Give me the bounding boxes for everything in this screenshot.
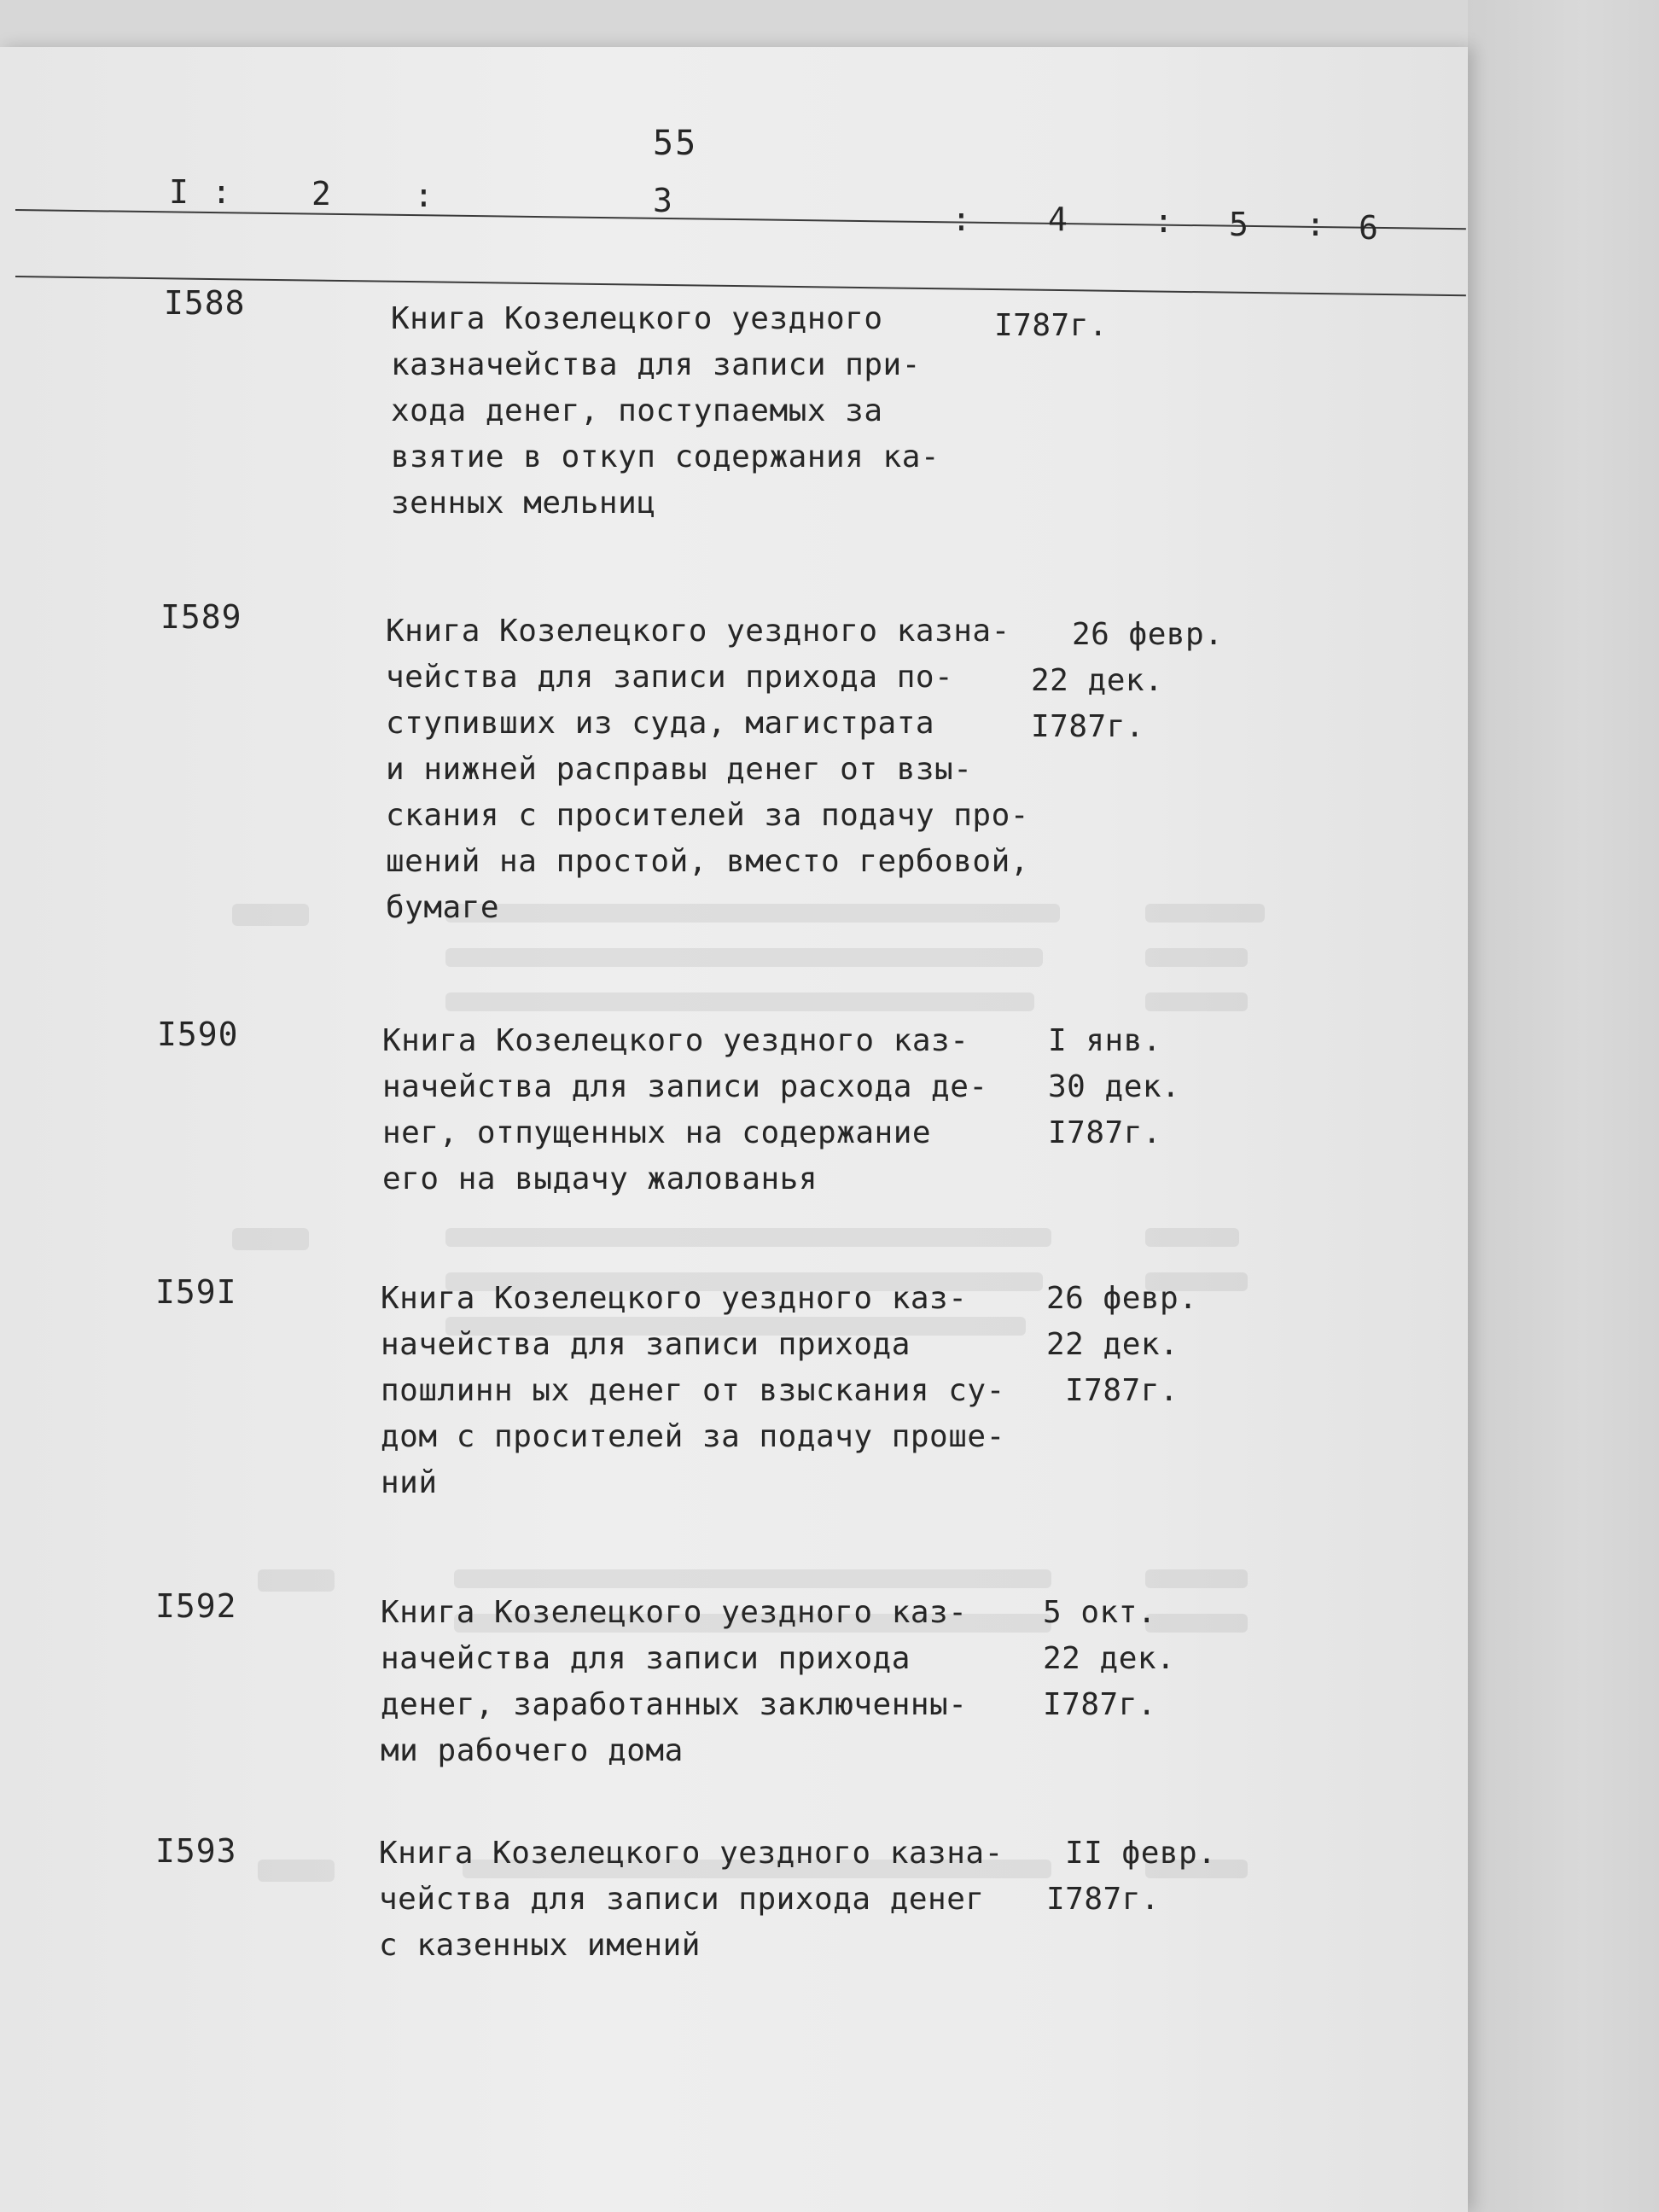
- entry-description: Книга Козелецкого уездного казначейства для записи при- хода денег, поступаемых за взятие в откуп содержания ка- зенных мельниц: [391, 301, 940, 521]
- entry-number: I588: [164, 284, 246, 322]
- entry-date-line: I янв.: [1048, 1023, 1162, 1058]
- column-separator: :: [414, 177, 434, 214]
- entry-number: I593: [155, 1832, 237, 1870]
- column-header-3: 3: [653, 182, 672, 219]
- entry-dates: [1043, 1590, 1239, 1728]
- entry-description: Книга Козелецкого уездного каз- начейства для записи прихода пошлинн ых денег от взыскания су- дом с просителей за подачу проше- ний: [381, 1281, 1005, 1500]
- entry-number: I590: [157, 1016, 239, 1053]
- entry-date-line: 26 февр.: [1072, 617, 1224, 652]
- entry-number: I589: [160, 598, 242, 636]
- entry-date-line: I787г.: [1043, 1687, 1157, 1722]
- entry-date-line: 5 окт.: [1043, 1595, 1157, 1630]
- entry-dates: [1048, 1018, 1244, 1156]
- entry-date-line: 22 дек.: [1046, 1327, 1179, 1362]
- entry-description: Книга Козелецкого уездного казна- чейства для записи прихода денег с казенных имений: [379, 1836, 1004, 1963]
- entry-date-line: II февр.: [1065, 1836, 1217, 1871]
- column-header-6: 6: [1359, 209, 1378, 247]
- entry-date-line: I787г.: [994, 308, 1109, 343]
- entry-description: Книга Козелецкого уездного каз- начейства для записи прихода денег, заработанных заключенны- ми рабочего дома: [381, 1595, 968, 1768]
- column-header-4: 4: [1048, 201, 1068, 238]
- entry-number: I59I: [155, 1273, 237, 1311]
- entry-dates: [1031, 612, 1227, 750]
- entry-dates: [1046, 1831, 1243, 1923]
- entry-date-line: I787г.: [1031, 709, 1145, 744]
- column-header-1: I: [169, 173, 189, 211]
- entry-date-line: 22 дек.: [1031, 663, 1164, 698]
- adjacent-page-edge: [1468, 0, 1659, 2212]
- page-number: 55: [653, 124, 698, 163]
- entry-date-line: I787г.: [1048, 1115, 1162, 1150]
- entry-date-line: 30 дек.: [1048, 1069, 1181, 1104]
- entry-date-line: 26 февр.: [1046, 1281, 1198, 1316]
- entry-date-line: I787г.: [1065, 1373, 1179, 1408]
- entry-number: I592: [155, 1587, 237, 1625]
- entry-date-line: I787г.: [1046, 1882, 1161, 1917]
- column-separator: :: [1306, 206, 1325, 243]
- entry-dates: [994, 303, 1190, 349]
- column-separator: :: [1154, 202, 1173, 240]
- column-separator: :: [212, 173, 231, 211]
- entry-dates: [1046, 1276, 1243, 1414]
- entry-description: Книга Козелецкого уездного казна- чейства для записи прихода по- ступивших из суда, магистрата и нижней расправы денег от взы- скания с просителей за подачу про- шений на простой, вместо гербовой, бумаге: [386, 614, 1029, 925]
- entry-date-line: 22 дек.: [1043, 1641, 1176, 1676]
- column-header-2: 2: [311, 175, 331, 212]
- document-page: [0, 47, 1468, 2212]
- column-header-5: 5: [1229, 206, 1249, 243]
- entry-description: Книга Козелецкого уездного каз- начейства для записи расхода де- нег, отпущенных на содержание его на выдачу жалованья: [382, 1023, 988, 1196]
- column-separator: :: [952, 201, 971, 238]
